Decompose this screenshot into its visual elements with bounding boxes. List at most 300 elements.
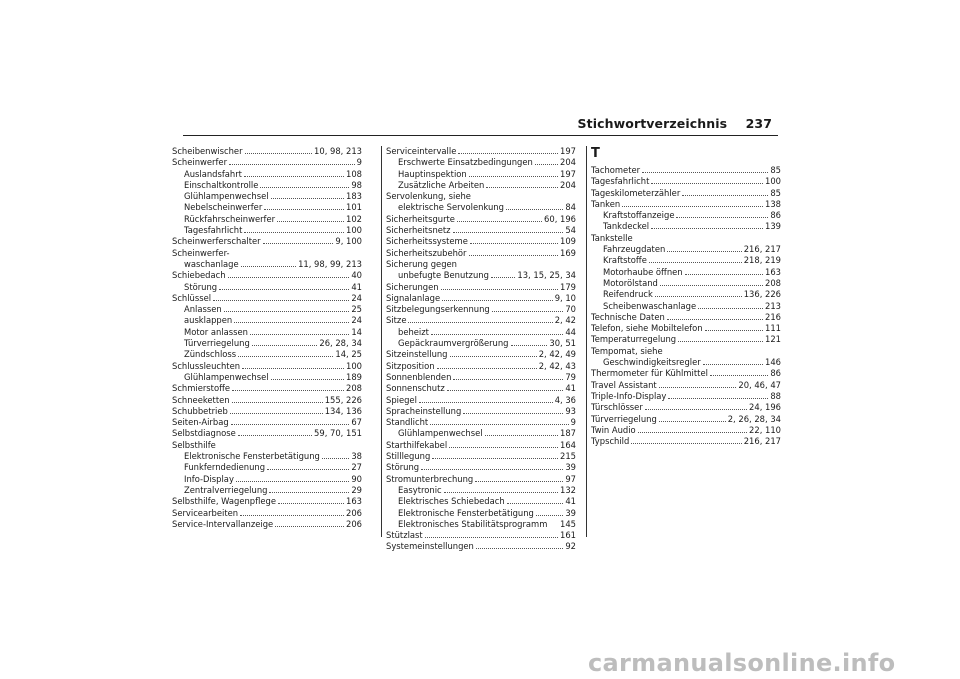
index-subentry bbox=[172, 214, 362, 225]
entry-pages: 145 bbox=[560, 518, 576, 529]
entry-pages: 30, 51 bbox=[549, 338, 576, 349]
entry-pages: 204 bbox=[560, 179, 576, 190]
entry-term: Scheinwerfer bbox=[172, 157, 228, 168]
index-title: Stichwortverzeichnis bbox=[577, 116, 728, 131]
entry-pages: 216, 217 bbox=[743, 244, 781, 255]
entry-term: Motor anlassen bbox=[184, 326, 248, 337]
dot-leader bbox=[230, 406, 323, 414]
index-entry bbox=[591, 414, 781, 425]
index-subentry bbox=[172, 485, 362, 496]
entry-pages: 24 bbox=[351, 315, 362, 326]
dot-leader bbox=[271, 191, 344, 199]
dot-leader bbox=[536, 508, 564, 516]
entry-pages: 84 bbox=[565, 202, 576, 213]
entry-pages: 22, 110 bbox=[749, 424, 781, 435]
index-entry bbox=[386, 462, 576, 473]
index-entry bbox=[172, 406, 362, 417]
index-entry bbox=[386, 474, 576, 485]
dot-leader bbox=[234, 315, 349, 323]
dot-leader bbox=[703, 357, 763, 365]
entry-pages: 98 bbox=[351, 179, 362, 190]
entry-term: Glühlampenwechsel bbox=[184, 191, 269, 202]
entry-pages: 39 bbox=[565, 507, 576, 518]
entry-term: Stilllegung bbox=[386, 451, 431, 462]
entry-pages: 2, 26, 28, 34 bbox=[727, 413, 781, 424]
dot-leader bbox=[685, 267, 763, 275]
entry-pages: 163 bbox=[765, 266, 781, 277]
dot-leader bbox=[645, 402, 747, 410]
entry-pages: 218, 219 bbox=[743, 255, 781, 266]
entry-pages: 206 bbox=[346, 518, 362, 529]
index-entry bbox=[172, 248, 362, 259]
entry-term: Stromunterbrechung bbox=[386, 473, 474, 484]
dot-leader bbox=[228, 270, 350, 278]
index-entry bbox=[386, 395, 576, 406]
index-entry bbox=[172, 440, 362, 451]
entry-pages: 86 bbox=[770, 368, 781, 379]
index-subentry bbox=[386, 485, 576, 496]
entry-term: Scheinwerferschalter bbox=[172, 236, 261, 247]
entry-term: Elektronische Fensterbetätigung bbox=[398, 507, 534, 518]
entry-pages: 60, 196 bbox=[544, 213, 576, 224]
dot-leader bbox=[458, 146, 558, 154]
dot-leader bbox=[242, 361, 344, 369]
dot-leader bbox=[470, 236, 558, 244]
index-entry bbox=[386, 146, 576, 157]
dot-leader bbox=[705, 323, 763, 331]
entry-term: Reifendruck bbox=[603, 289, 653, 300]
index-entry bbox=[386, 225, 576, 236]
entry-term: Sicherheitszubehör bbox=[386, 247, 467, 258]
dot-leader bbox=[660, 278, 763, 286]
entry-pages: 146 bbox=[765, 357, 781, 368]
index-subentry bbox=[591, 267, 781, 278]
entry-term: Selbstdiagnose bbox=[172, 428, 236, 439]
dot-leader bbox=[710, 368, 768, 376]
entry-term: Hauptinspektion bbox=[398, 168, 467, 179]
dot-leader bbox=[271, 372, 344, 380]
entry-pages: 216, 217 bbox=[743, 436, 781, 447]
entry-term: Glühlampenwechsel bbox=[398, 428, 483, 439]
entry-term: Kraftstoffanzeige bbox=[603, 210, 675, 221]
entry-pages: 9, 100 bbox=[335, 236, 362, 247]
entry-pages: 100 bbox=[346, 225, 362, 236]
entry-term: Triple-Info-Display bbox=[591, 390, 667, 401]
entry-term: waschanlage bbox=[184, 258, 239, 269]
entry-pages: 102 bbox=[346, 213, 362, 224]
entry-term: Sicherheitsnetz bbox=[386, 225, 451, 236]
dot-leader bbox=[511, 338, 548, 346]
entry-term: Spracheinstellung bbox=[386, 405, 462, 416]
index-entry bbox=[172, 428, 362, 439]
dot-leader bbox=[649, 255, 742, 263]
entry-term: Sicherung gegen bbox=[386, 258, 457, 269]
index-entry bbox=[386, 440, 576, 451]
dot-leader bbox=[651, 176, 763, 184]
entry-pages: 40 bbox=[351, 270, 362, 281]
entry-term: Zusätzliche Arbeiten bbox=[398, 179, 485, 190]
entry-pages: 134, 136 bbox=[324, 405, 362, 416]
index-subentry bbox=[386, 338, 576, 349]
entry-pages: 13, 15, 25, 34 bbox=[517, 270, 576, 281]
dot-leader bbox=[441, 282, 558, 290]
index-entry bbox=[172, 519, 362, 530]
entry-pages: 132 bbox=[560, 484, 576, 495]
dot-leader bbox=[442, 293, 553, 301]
entry-term: Scheibenwischer bbox=[172, 146, 243, 156]
entry-term: Schlüssel bbox=[172, 292, 212, 303]
entry-pages: 187 bbox=[560, 428, 576, 439]
index-entry bbox=[591, 425, 781, 436]
entry-pages: 92 bbox=[565, 541, 576, 552]
entry-term: Twin Audio bbox=[591, 424, 636, 435]
dot-leader bbox=[241, 259, 296, 267]
entry-pages: 24 bbox=[351, 292, 362, 303]
index-subentry bbox=[172, 304, 362, 315]
index-entry bbox=[172, 361, 362, 372]
dot-leader bbox=[408, 315, 552, 323]
index-subentry bbox=[172, 338, 362, 349]
dot-leader bbox=[535, 157, 558, 165]
index-subentry bbox=[172, 451, 362, 462]
entry-term: Service-Intervallanzeige bbox=[172, 518, 274, 529]
entry-term: beheizt bbox=[398, 326, 429, 337]
dot-leader bbox=[638, 425, 747, 433]
index-entry bbox=[172, 293, 362, 304]
index-entry bbox=[386, 248, 576, 259]
entry-pages: 26, 28, 34 bbox=[319, 338, 362, 349]
dot-leader bbox=[277, 214, 344, 222]
entry-pages: 121 bbox=[765, 334, 781, 345]
entry-pages: 155, 226 bbox=[324, 394, 362, 405]
index-entry bbox=[591, 391, 781, 402]
dot-leader bbox=[457, 214, 542, 222]
entry-pages: 163 bbox=[346, 496, 362, 507]
entry-pages: 101 bbox=[346, 202, 362, 213]
entry-pages: 29 bbox=[351, 484, 362, 495]
dot-leader bbox=[432, 451, 558, 459]
index-subentry bbox=[172, 327, 362, 338]
entry-term: Funkferndedienung bbox=[184, 462, 266, 473]
entry-term: Sicherheitsgurte bbox=[386, 213, 455, 224]
entry-term: Sicherheitssysteme bbox=[386, 236, 468, 247]
index-entry bbox=[386, 236, 576, 247]
index-entry bbox=[386, 304, 576, 315]
entry-term: Systemeinstellungen bbox=[386, 541, 474, 552]
entry-term: Tageskilometerzähler bbox=[591, 187, 681, 198]
dot-leader bbox=[506, 202, 563, 210]
dot-leader bbox=[469, 248, 559, 256]
dot-leader bbox=[659, 414, 726, 422]
index-subentry bbox=[172, 349, 362, 360]
index-entry bbox=[591, 323, 781, 334]
entry-term: Elektrisches Schiebedach bbox=[398, 496, 505, 507]
entry-term: Telefon, siehe Mobiltelefon bbox=[591, 323, 703, 334]
entry-pages: 11, 98, 99, 213 bbox=[298, 258, 362, 269]
entry-term: Servicearbeiten bbox=[172, 507, 239, 518]
entry-pages: 138 bbox=[765, 198, 781, 209]
index-entry bbox=[591, 188, 781, 199]
index-subentry bbox=[386, 169, 576, 180]
index-entry bbox=[386, 451, 576, 462]
entry-term: Tagesfahrlicht bbox=[184, 225, 243, 236]
dot-leader bbox=[659, 380, 737, 388]
dot-leader bbox=[678, 334, 763, 342]
entry-term: Motorölstand bbox=[603, 277, 658, 288]
index-subentry bbox=[386, 180, 576, 191]
dot-leader bbox=[238, 349, 333, 357]
entry-term: Auslandsfahrt bbox=[184, 168, 242, 179]
entry-term: Glühlampenwechsel bbox=[184, 371, 269, 382]
index-entry bbox=[172, 395, 362, 406]
entry-pages: 4, 36 bbox=[554, 394, 576, 405]
index-subentry bbox=[591, 278, 781, 289]
entry-pages: 111 bbox=[765, 323, 781, 334]
entry-term: Seiten-Airbag bbox=[172, 417, 229, 428]
dot-leader bbox=[437, 361, 537, 369]
index-subentry bbox=[591, 221, 781, 232]
entry-term: Tankstelle bbox=[591, 232, 633, 243]
index-entry bbox=[591, 380, 781, 391]
index-subentry bbox=[172, 180, 362, 191]
dot-leader bbox=[269, 485, 349, 493]
page-number: 237 bbox=[745, 116, 772, 131]
index-subentry bbox=[172, 315, 362, 326]
entry-term: Stützlast bbox=[386, 530, 423, 541]
index-entry bbox=[172, 146, 362, 157]
entry-term: Thermometer für Kühlmittel bbox=[591, 368, 708, 379]
dot-leader bbox=[232, 395, 323, 403]
entry-pages: 100 bbox=[346, 360, 362, 371]
entry-term: Rückfahrscheinwerfer bbox=[184, 213, 276, 224]
entry-pages: 139 bbox=[765, 221, 781, 232]
entry-term: Sitze bbox=[386, 315, 407, 326]
dot-leader bbox=[430, 417, 568, 425]
index-column-2 bbox=[386, 146, 576, 553]
index-subentry bbox=[591, 210, 781, 221]
entry-term: Servolenkung, siehe bbox=[386, 191, 471, 202]
index-entry bbox=[172, 496, 362, 507]
entry-term: Sonnenblenden bbox=[386, 371, 452, 382]
entry-term: Signalanlage bbox=[386, 292, 441, 303]
index-entry bbox=[386, 541, 576, 552]
entry-pages: 164 bbox=[560, 439, 576, 450]
dot-leader bbox=[250, 327, 349, 335]
entry-pages: 39 bbox=[565, 462, 576, 473]
entry-pages: 59, 70, 151 bbox=[314, 428, 362, 439]
index-subentry bbox=[172, 372, 362, 383]
index-subentry bbox=[386, 202, 576, 213]
entry-pages: 85 bbox=[770, 165, 781, 175]
entry-pages: 179 bbox=[560, 281, 576, 292]
dot-leader bbox=[425, 530, 558, 538]
index-subentry bbox=[591, 255, 781, 266]
index-subentry bbox=[172, 282, 362, 293]
dot-leader bbox=[275, 519, 344, 527]
entry-term: Türverriegelung bbox=[591, 413, 657, 424]
column-divider bbox=[381, 146, 382, 537]
entry-pages: 208 bbox=[346, 383, 362, 394]
watermark: carmanualsonline.info bbox=[588, 649, 896, 677]
index-entry bbox=[591, 334, 781, 345]
index-subentry bbox=[591, 357, 781, 368]
entry-term: Zentralverriegelung bbox=[184, 484, 268, 495]
entry-term: Sitzposition bbox=[386, 360, 435, 371]
entry-pages: 88 bbox=[770, 390, 781, 401]
index-subentry bbox=[172, 191, 362, 202]
dot-leader bbox=[453, 372, 563, 380]
dot-leader bbox=[651, 221, 763, 229]
entry-pages: 20, 46, 47 bbox=[738, 379, 781, 390]
dot-leader bbox=[240, 508, 344, 516]
entry-term: Geschwindigkeitsregler bbox=[603, 357, 701, 368]
dot-leader bbox=[219, 282, 349, 290]
index-subentry bbox=[386, 519, 576, 530]
entry-term: Tanken bbox=[591, 198, 621, 209]
entry-term: Tankdeckel bbox=[603, 221, 650, 232]
entry-pages: 67 bbox=[351, 417, 362, 428]
index-subentry bbox=[386, 157, 576, 168]
dot-leader bbox=[450, 349, 537, 357]
entry-term: Tachometer bbox=[591, 165, 641, 175]
entry-term: Nebelscheinwerfer bbox=[184, 202, 263, 213]
dot-leader bbox=[252, 338, 318, 346]
entry-term: Zündschloss bbox=[184, 349, 237, 360]
entry-pages: 14 bbox=[351, 326, 362, 337]
entry-term: Schlussleuchten bbox=[172, 360, 241, 371]
entry-term: Schubbetrieb bbox=[172, 405, 228, 416]
dot-leader bbox=[668, 391, 768, 399]
index-subentry bbox=[591, 289, 781, 300]
dot-leader bbox=[667, 312, 763, 320]
dot-leader bbox=[676, 210, 768, 218]
dot-leader bbox=[238, 428, 312, 436]
dot-leader bbox=[453, 225, 564, 233]
entry-pages: 97 bbox=[565, 473, 576, 484]
index-entry bbox=[591, 436, 781, 447]
index-subentry bbox=[386, 428, 576, 439]
entry-term: Elektronisches Stabilitätsprogramm bbox=[398, 518, 548, 529]
index-entry bbox=[386, 406, 576, 417]
index-subentry bbox=[386, 270, 576, 281]
entry-term: Selbsthilfe, Wagenpflege bbox=[172, 496, 277, 507]
entry-pages: 100 bbox=[765, 176, 781, 187]
entry-term: Störung bbox=[184, 281, 218, 292]
index-entry bbox=[172, 157, 362, 168]
entry-pages: 85 bbox=[770, 187, 781, 198]
entry-pages: 215 bbox=[560, 451, 576, 462]
entry-term: Serviceintervalle bbox=[386, 146, 457, 156]
index-subentry bbox=[172, 202, 362, 213]
entry-pages: 161 bbox=[560, 530, 576, 541]
index-subentry bbox=[172, 169, 362, 180]
dot-leader bbox=[622, 199, 763, 207]
entry-term: Tagesfahrlicht bbox=[591, 176, 650, 187]
entry-term: Easytronic bbox=[398, 484, 442, 495]
entry-term: Elektronische Fensterbetätigung bbox=[184, 451, 320, 462]
dot-leader bbox=[469, 169, 558, 177]
entry-term: elektrische Servolenkung bbox=[398, 202, 504, 213]
index-entry bbox=[386, 259, 576, 270]
dot-leader bbox=[475, 474, 563, 482]
entry-pages: 38 bbox=[351, 451, 362, 462]
entry-pages: 93 bbox=[565, 405, 576, 416]
dot-leader bbox=[260, 180, 349, 188]
index-entry bbox=[591, 312, 781, 323]
dot-leader bbox=[642, 165, 768, 173]
entry-term: unbefugte Benutzung bbox=[398, 270, 489, 281]
index-entry bbox=[172, 270, 362, 281]
entry-term: Scheinwerfer- bbox=[172, 247, 230, 258]
entry-pages: 213 bbox=[765, 300, 781, 311]
entry-pages: 41 bbox=[565, 383, 576, 394]
index-column-3 bbox=[591, 146, 781, 447]
dot-leader bbox=[444, 485, 558, 493]
dot-leader bbox=[549, 520, 558, 527]
entry-term: Sonnenschutz bbox=[386, 383, 445, 394]
dot-leader bbox=[447, 383, 564, 391]
dot-leader bbox=[245, 146, 313, 154]
entry-term: Selbsthilfe bbox=[172, 439, 216, 450]
entry-term: Sitzbelegungserkennung bbox=[386, 304, 490, 315]
entry-term: Erschwerte Einsatzbedingungen bbox=[398, 157, 533, 168]
entry-pages: 44 bbox=[565, 326, 576, 337]
dot-leader bbox=[698, 301, 763, 309]
dot-leader bbox=[244, 169, 344, 177]
entry-term: Kraftstoffe bbox=[603, 255, 647, 266]
header-rule bbox=[183, 135, 778, 136]
index-subentry bbox=[172, 474, 362, 485]
index-entry bbox=[386, 383, 576, 394]
entry-pages: 2, 42, 43 bbox=[538, 360, 576, 371]
entry-term: ausklappen bbox=[184, 315, 233, 326]
index-entry bbox=[172, 417, 362, 428]
index-entry bbox=[172, 236, 362, 247]
entry-pages: 41 bbox=[351, 281, 362, 292]
index-entry bbox=[591, 368, 781, 379]
entry-term: Einschaltkontrolle bbox=[184, 179, 259, 190]
dot-leader bbox=[213, 293, 349, 301]
entry-pages: 41 bbox=[565, 496, 576, 507]
entry-pages: 208 bbox=[765, 277, 781, 288]
dot-leader bbox=[278, 496, 344, 504]
entry-term: Spiegel bbox=[386, 394, 417, 405]
index-subentry bbox=[386, 508, 576, 519]
dot-leader bbox=[244, 225, 344, 233]
dot-leader bbox=[322, 451, 350, 459]
dot-leader bbox=[682, 188, 768, 196]
entry-pages: 2, 42, 49 bbox=[538, 349, 576, 360]
entry-pages: 108 bbox=[346, 168, 362, 179]
entry-term: Temperaturregelung bbox=[591, 334, 677, 345]
dot-leader bbox=[231, 417, 350, 425]
index-column-1 bbox=[172, 146, 362, 530]
entry-term: Standlicht bbox=[386, 417, 429, 428]
entry-term: Türschlösser bbox=[591, 402, 643, 413]
entry-pages: 9 bbox=[570, 417, 576, 428]
index-entry bbox=[591, 233, 781, 244]
index-subentry bbox=[386, 327, 576, 338]
entry-pages: 90 bbox=[351, 473, 362, 484]
entry-pages: 204 bbox=[560, 157, 576, 168]
dot-leader bbox=[421, 462, 563, 470]
entry-term: Gepäckraumvergrößerung bbox=[398, 338, 509, 349]
entry-term: Schiebedach bbox=[172, 270, 226, 281]
entry-term: Technische Daten bbox=[591, 311, 665, 322]
index-entry bbox=[386, 361, 576, 372]
entry-term: Travel Assistant bbox=[591, 379, 657, 390]
index-entry bbox=[386, 372, 576, 383]
